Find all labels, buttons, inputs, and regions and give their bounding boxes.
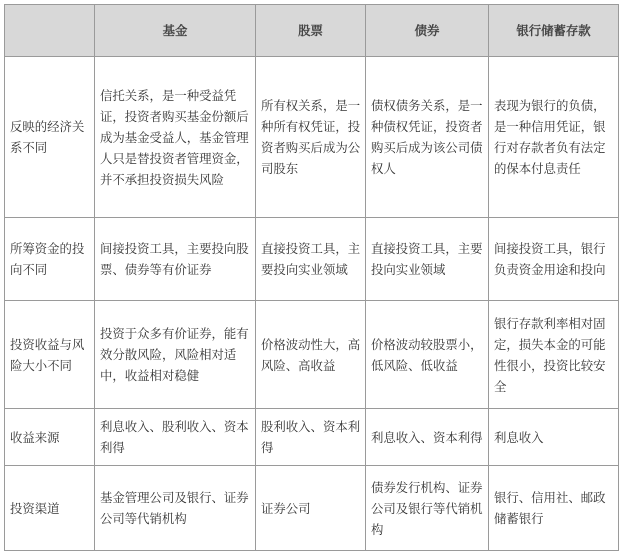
header-cell-bank-deposit: 银行储蓄存款	[489, 5, 619, 57]
row-header-cell: 投资渠道	[5, 466, 95, 551]
table-row	[5, 409, 619, 466]
row-header-cell: 投资收益与风险大小不同	[5, 301, 95, 409]
table-cell-stock: 所有权关系，是一种所有权凭证，投资者购买后成为公司股东	[256, 57, 366, 218]
header-cell-bond: 债券	[366, 5, 489, 57]
table-cell-stock: 证券公司	[256, 466, 366, 551]
table-cell-fund: 信托关系，是一种受益凭证，投资者购买基金份额后成为基金受益人，基金管理人只是替投资者管理资金，并不承担投资损失风险	[95, 57, 256, 218]
table-cell-fund: 基金管理公司及银行、证券公司等代销机构	[95, 466, 256, 551]
table-cell-bank-deposit: 利息收入	[489, 409, 619, 466]
table-row	[5, 57, 619, 218]
table-row	[5, 218, 619, 301]
header-cell-fund: 基金	[95, 5, 256, 57]
table-cell-stock: 直接投资工具，主要投向实业领域	[256, 218, 366, 301]
table-cell-stock: 股利收入、资本利得	[256, 409, 366, 466]
table-cell-bank-deposit: 银行存款利率相对固定，损失本金的可能性很小，投资比较安全	[489, 301, 619, 409]
table-cell-fund: 投资于众多有价证券，能有效分散风险，风险相对适中，收益相对稳健	[95, 301, 256, 409]
table-cell-bond: 利息收入、资本利得	[366, 409, 489, 466]
row-header-cell: 反映的经济关系不同	[5, 57, 95, 218]
row-header-cell: 所筹资金的投向不同	[5, 218, 95, 301]
table-cell-fund: 利息收入、股利收入、资本利得	[95, 409, 256, 466]
table-cell-bank-deposit: 表现为银行的负债，是一种信用凭证，银行对存款者负有法定的保本付息责任	[489, 57, 619, 218]
header-row	[5, 5, 619, 57]
table-row	[5, 301, 619, 409]
table-cell-bond: 直接投资工具，主要投向实业领域	[366, 218, 489, 301]
table-cell-bond: 价格波动较股票小，低风险、低收益	[366, 301, 489, 409]
table-cell-bank-deposit: 银行、信用社、邮政储蓄银行	[489, 466, 619, 551]
comparison-table	[4, 4, 619, 551]
table-cell-bond: 债券发行机构、证券公司及银行等代销机构	[366, 466, 489, 551]
comparison-table-container	[4, 4, 619, 551]
row-header-cell: 收益来源	[5, 409, 95, 466]
table-cell-bank-deposit: 间接投资工具，银行负责资金用途和投向	[489, 218, 619, 301]
header-cell-corner	[5, 5, 95, 57]
header-cell-stock: 股票	[256, 5, 366, 57]
table-row	[5, 466, 619, 551]
table-cell-stock: 价格波动性大，高风险、高收益	[256, 301, 366, 409]
table-cell-fund: 间接投资工具，主要投向股票、债券等有价证券	[95, 218, 256, 301]
table-cell-bond: 债权债务关系，是一种债权凭证，投资者购买后成为该公司债权人	[366, 57, 489, 218]
